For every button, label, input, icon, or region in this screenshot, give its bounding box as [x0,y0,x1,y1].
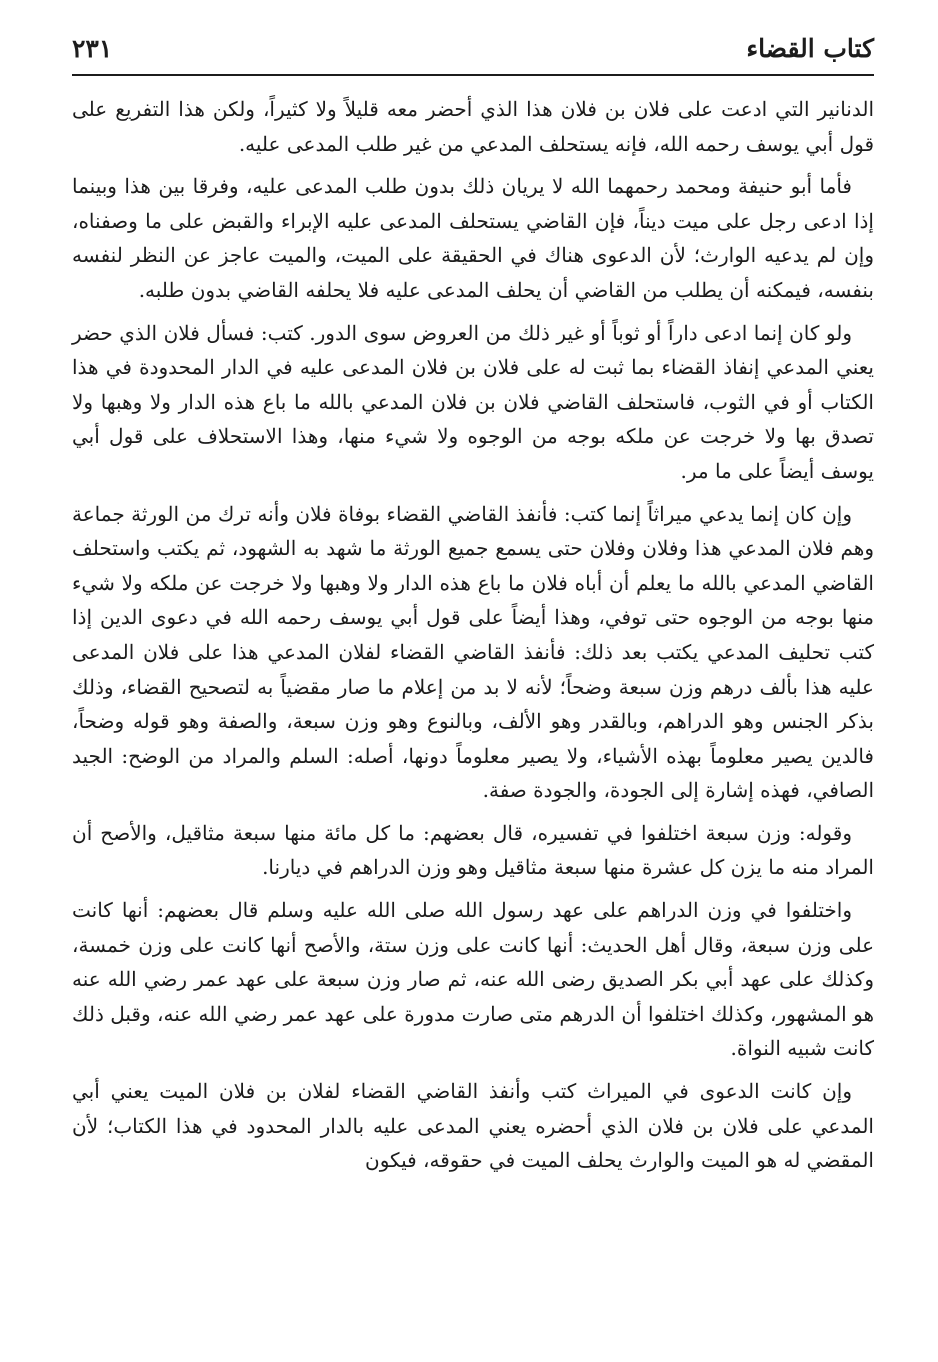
paragraph: الدنانير التي ادعت على فلان بن فلان هذا الذي أحضر معه قليلاً ولا كثيراً، ولكن هذا التفريع على قول أبي يوسف رحمه الله، فإنه يستحلف المدعي من غير طلب المدعى عليه. [72,97,874,156]
paragraph: وإن كان إنما يدعي ميراثاً إنما كتب: فأنفذ القاضي القضاء بوفاة فلان وأنه ترك من الورثة جماعة وهم فلان المدعي هذا وفلان وفلان حتى يسمع جميع الورثة ما شهد به الشهود، ثم يكتب واستحلف القاضي المدعي بالله ما يعلم أن أباه فلان ما باع هذه الدار ولا وهبها ولا خرجت عن ملكه ولا شيء منها بوجه من الوجوه حتى توفي، وهذا أيضاً على قول أبي يوسف رحمه الله في دعوى الدين إذا كتب تحليف المدعي يكتب بعد ذلك: فأنفذ القاضي القضاء لفلان المدعي هذا على فلان المدعى عليه هذا بألف درهم وزن سبعة وضحاً؛ لأنه لا بد من إعلام ما صار مقضياً به لتصحيح القضاء، وذلك بذكر الجنس وهو الدراهم، وبالقدر وهو الألف، وبالنوع وهو وزن سبعة، والصفة وهو قوله وضحاً، فالدين يصير معلوماً بهذه الأشياء، ولا يصير معلوماً دونها، أصله: السلم والمراد من الوضح: الجيد الصافي، فهذه إشارة إلى الجودة، والجودة صفة. [72,501,874,803]
paragraph: وقوله: وزن سبعة اختلفوا في تفسيره، قال بعضهم: ما كل مائة منها سبعة مثاقيل، والأصح أن المراد منه ما يزن كل عشرة منها سبعة مثاقيل وهو وزن الدراهم في ديارنا. [72,820,874,880]
page-header [72,30,874,72]
page-body [72,92,874,1186]
paragraph: ولو كان إنما ادعى داراً أو ثوباً أو غير ذلك من العروض سوى الدور. كتب: فسأل فلان الذي حضر يعني المدعي إنفاذ القضاء بما ثبت له على فلان بن فلان المدعى عليه في الدار المحدودة في هذا الكتاب أو في الثوب، فاستحلف القاضي فلان بن فلان المدعي بالله ما باع هذه الدار ولا وهبها ولا تصدق بها ولا خرجت عن ملكه بوجه من الوجوه ولا شيء منها، وهذا الاستحلاف على قول أبي يوسف أيضاً على ما مر. [72,320,874,483]
running-title: كتاب القضاء [746,34,874,63]
paragraph: فأما أبو حنيفة ومحمد رحمهما الله لا يريان ذلك بدون طلب المدعى عليه، وفرقا بين هذا وبينما إذا ادعى رجل على ميت ديناً، فإن القاضي يستحلف المدعى عليه الإبراء والقبض على ما وصفناه، وإن لم يدعيه الوارث؛ لأن الدعوى هناك في الحقيقة على الميت، والميت عاجز عن النظر لنفسه بنفسه، فيمكنه أن يطلب من القاضي أن يحلف المدعى عليه فلا يحلفه القاضي بدون طلبه. [72,174,874,302]
paragraph: وإن كانت الدعوى في الميراث كتب وأنفذ القاضي القضاء لفلان بن فلان الميت يعني أبي المدعي على فلان بن فلان الذي أحضره يعني المدعى عليه بالدار المحدود في هذا الكتاب؛ لأن المقضي له هو الميت والوارث يحلف الميت في حقوقه، فيكون [72,1079,874,1173]
header-rule [72,74,874,76]
page-number: ٢٣١ [72,34,113,63]
paragraph: واختلفوا في وزن الدراهم على عهد رسول الله صلى الله عليه وسلم قال بعضهم: أنها كانت على وزن سبعة، وقال أهل الحديث: أنها كانت على وزن ستة، والأصح أنها كانت على وزن خمسة، وكذلك على عهد أبي بكر الصديق رضى الله عنه، ثم صار وزن سبعة على عهد عمر رضي الله عنه هو المشهور، وكذلك اختلفوا أن الدرهم متى صارت مدورة على عهد عمر رضي الله عنه، وقبل ذلك كانت شبيه النواة. [72,898,874,1061]
